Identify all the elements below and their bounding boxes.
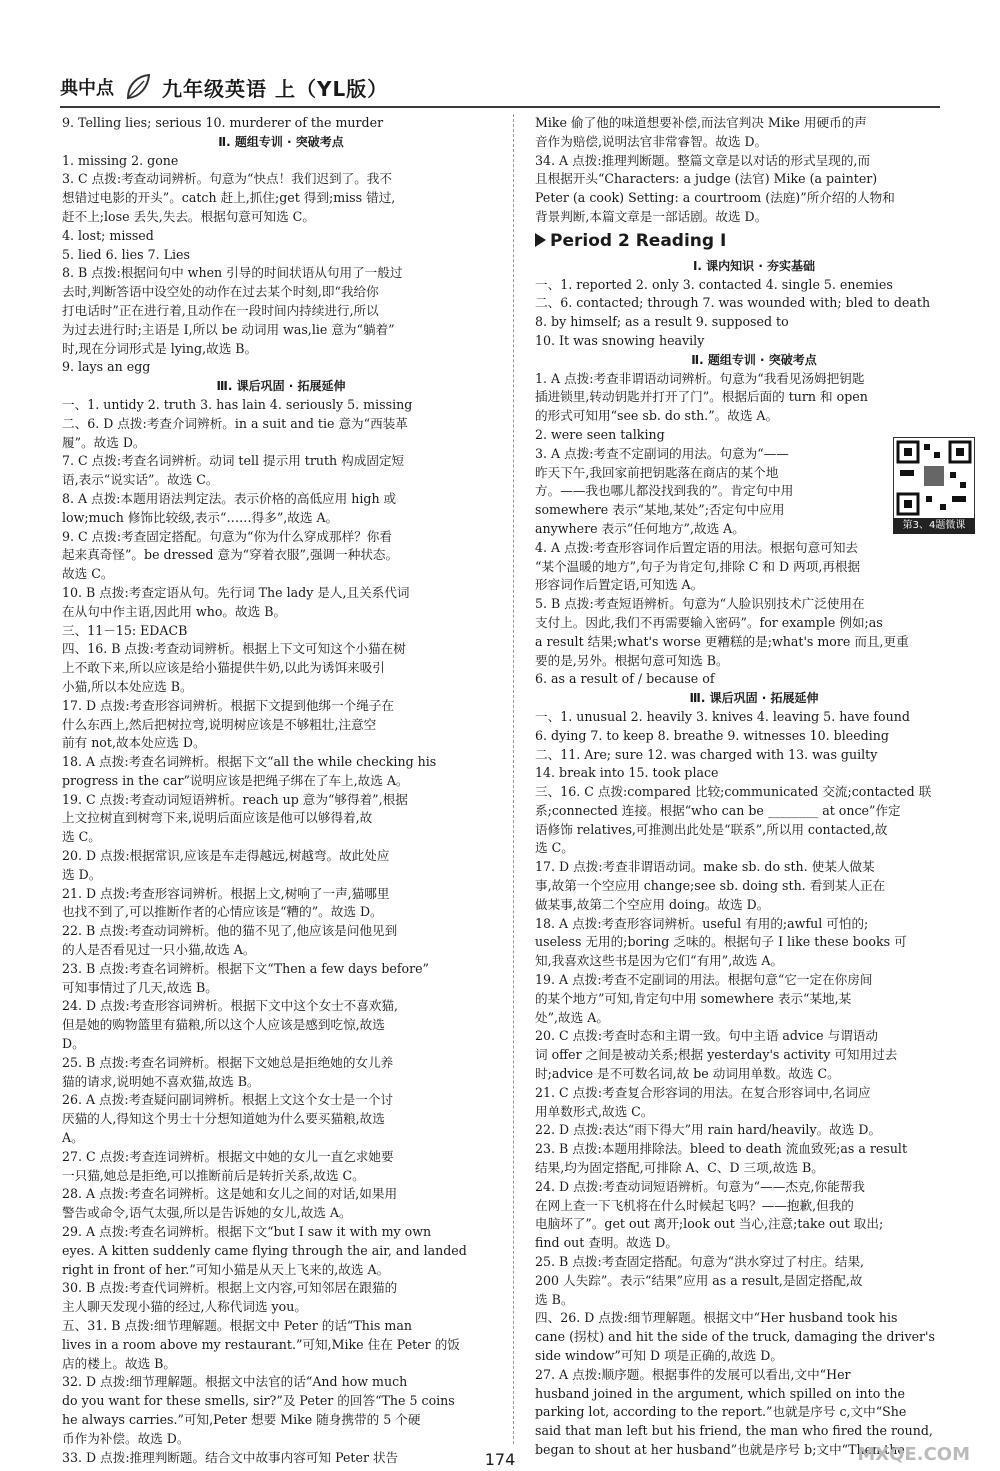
answer-line: 14. break into 15. took place — [535, 765, 719, 781]
answer-line: 200 人失踪”。表示“结果”应用 as a result,是固定搭配,故 — [535, 1272, 863, 1288]
answer-line: 用单数形式,故选 C。 — [535, 1103, 654, 1119]
answer-line: 29. A 点拨:考查名词辨析。根据下文“but I saw it with my own — [62, 1224, 432, 1240]
answer-line: 语,表示“说实话”。故选 C。 — [62, 472, 219, 488]
answer-line: 1. A 点拨:考查非谓语动词辨析。句意为“我看见汤姆把钥匙 — [535, 370, 865, 386]
answer-line: 10. It was snowing heavily — [535, 332, 705, 348]
answer-line: 6. dying 7. to keep 8. breathe 9. witnesses 10. bleeding — [535, 727, 889, 743]
answer-line: 起来真奇怪”。be dressed 意为“穿着衣服”,强调一种状态。 — [62, 547, 399, 563]
answer-line: 一、1. untidy 2. truth 3. has lain 4. seriously 5. missing — [62, 396, 413, 412]
answer-line: 33. D 点拨:推理判断题。结合文中故事内容可知 Peter 状告 — [62, 1449, 399, 1465]
answer-line: 28. A 点拨:考查名词辨析。这是她和女儿之间的对话,如果用 — [62, 1186, 398, 1202]
section-heading: Ⅱ. 题组专训 · 突破考点 — [218, 134, 344, 149]
answer-line: 4. lost; missed — [62, 227, 154, 243]
answer-line: “某个温暖的地方”,句子为肯定句,排除 C 和 D 两项,再根据 — [535, 558, 861, 574]
answer-line: 时;advice 是不可数名词,故 be 动词用单数。故选 C。 — [535, 1066, 840, 1082]
answer-line: 19. C 点拨:考查动词短语辨析。reach up 意为“够得着”,根据 — [62, 791, 408, 807]
section-heading: Ⅲ. 课后巩固 · 拓展延伸 — [689, 691, 819, 706]
answer-line: 1. missing 2. gone — [62, 152, 179, 168]
answer-line: 选 D。 — [62, 866, 102, 882]
answer-line: 18. A 点拨:考查形容词辨析。useful 有用的;awful 可怕的; — [535, 915, 869, 931]
answer-line: 时,现在分词形式是 lying,故选 B。 — [62, 340, 258, 356]
answer-line: 17. D 点拨:考查形容词辨析。根据下文提到他绑一个绳子在 — [62, 697, 395, 713]
answer-line: 的人是否看见过一只小猫,故选 A。 — [62, 942, 256, 958]
answer-line: low;much 修饰比较级,表示“……得多”,故选 A。 — [62, 509, 339, 525]
answer-line: do you want for these smells, sir?”及 Peter 的回答“The 5 coins — [62, 1393, 455, 1409]
answer-line: 赶不上;lose 丢失,失去。根据句意可知选 C。 — [62, 208, 315, 224]
answer-line: 结果,均为固定搭配,可排除 A、C、D 三项,故选 B。 — [535, 1160, 824, 1176]
column-divider — [513, 114, 514, 1444]
answer-line: 20. D 点拨:根据常识,应该是车走得越远,树越弯。故此处应 — [62, 848, 390, 864]
answer-line: 22. D 点拨:表达“雨下得大”用 rain hard/heavily。故选 D。 — [535, 1122, 882, 1138]
answer-line: 9. lays an egg — [62, 359, 151, 375]
answer-line: 7. C 点拨:考查名词辨析。动词 tell 提示用 truth 构成固定短 — [62, 453, 405, 469]
answer-line: 5. lied 6. lies 7. Lies — [62, 246, 190, 262]
answer-line: 音作为赔偿,说明法官非常睿智。故选 D。 — [535, 133, 768, 149]
answer-line: said that man left but his friend, the man who fired the round, — [535, 1423, 933, 1439]
answer-line: 4. A 点拨:考查形容词作后置定语的用法。根据句意可知去 — [535, 539, 859, 555]
answer-line: 方。——我也哪儿都没找到我的”。肯定句中用 — [535, 483, 794, 499]
answer-line: 27. A 点拨:顺序题。根据事件的发展可以看出,文中“Her — [535, 1366, 851, 1382]
answer-line: 厌猫的人,得知这个男士十分想知道她为什么要买猫粮,故选 — [62, 1111, 385, 1127]
answer-line: 的形式可知用“see sb. do sth.”。故选 A。 — [535, 408, 779, 424]
answer-line: 故选 C。 — [62, 566, 114, 582]
answer-line: 语修饰 relatives,可推测出此处是“联系”,所以用 contacted,故 — [535, 821, 888, 837]
answer-line: A。 — [62, 1130, 84, 1146]
answer-line: find out 查明。故选 D。 — [535, 1235, 678, 1251]
answer-line: 三、16. C 点拨:compared 比较;communicated 交流;contacted 联 — [535, 784, 932, 800]
answer-line: 知,我喜欢这些书是因为它们“有用”,故选 A。 — [535, 953, 784, 969]
answer-line: 想错过电影的开头”。catch 赶上,抓住;get 得到;miss 错过, — [62, 190, 396, 206]
answer-line: 电脑坏了”。get out 离开;look out 当心,注意;take out 取出; — [535, 1216, 884, 1232]
answer-line: 21. D 点拨:考查形容词辨析。根据上文,树响了一声,猫哪里 — [62, 885, 390, 901]
answer-line: 且根据开头“Characters: a judge (法官) Mike (a painter) — [535, 171, 878, 187]
answer-line: 27. C 点拨:考查连词辨析。根据文中她的女儿一直乞求她要 — [62, 1148, 394, 1164]
answer-line: 选 B。 — [535, 1291, 574, 1307]
answer-line: 26. A 点拨:考查疑问副词辨析。根据上文这个女士是一个讨 — [62, 1092, 394, 1108]
answer-line: Peter (a cook) Setting: a courtroom (法庭)”所介绍的人物和 — [535, 190, 895, 206]
answer-line: 要的是,另外。根据句意可知选 B。 — [535, 652, 729, 668]
left-column — [62, 114, 500, 1465]
answer-line: 处”,故选 A。 — [535, 1009, 609, 1025]
triangle-icon — [535, 233, 546, 247]
answer-line: 一只猫,她总是拒绝,可以推断前后是转折关系,故选 C。 — [62, 1167, 365, 1183]
watermark: MXQE.COM — [857, 1444, 970, 1465]
answer-line: 为过去进行时;主语是 I,所以 be 动词用 was,lie 意为“躺着” — [62, 321, 395, 337]
answer-line: 系;connected 连接。根据“who can be ________ at once”作定 — [535, 802, 901, 818]
period-heading: Period 2 Reading Ⅰ — [535, 229, 973, 253]
answer-line: 背景判断,本篇文章是一部话剧。故选 D。 — [535, 208, 768, 224]
answer-line: 25. B 点拨:考查名词辨析。根据下文她总是拒绝她的女儿养 — [62, 1054, 394, 1070]
answer-line: 币作为补偿。故选 D。 — [62, 1430, 190, 1446]
answer-line: 2. were seen talking — [535, 426, 665, 442]
answer-line: 一、1. unusual 2. heavily 3. knives 4. leaving 5. have found — [535, 708, 910, 724]
answer-line: 词 offer 之间是被动关系;根据 yesterday's activity 可知用过去 — [535, 1047, 898, 1063]
answer-line: 小猫,所以本处应选 B。 — [62, 678, 193, 694]
answer-line: 在从句中作主语,因此用 who。故选 B。 — [62, 603, 287, 619]
answer-line: right in front of her.”可知小猫是从天上飞来的,故选 A。 — [62, 1261, 390, 1277]
answer-line: 上不敢下来,所以应该是给小猫提供牛奶,以此为诱饵来吸引 — [62, 660, 385, 676]
answer-line: 三、11－15: EDACB — [62, 622, 188, 638]
answer-line: 21. C 点拨:考查复合形容词的用法。在复合形容词中,名词应 — [535, 1084, 871, 1100]
answer-line: 25. B 点拨:考查固定搭配。句意为“洪水穿过了村庄。结果, — [535, 1254, 865, 1270]
section-heading: Ⅱ. 题组专训 · 突破考点 — [691, 352, 817, 367]
answer-line: 17. D 点拨:考查非谓语动词。make sb. do sth. 使某人做某 — [535, 859, 875, 875]
qr-caption: 第3、4题微课 — [893, 518, 975, 534]
answer-line: side window”可知 D 项是正确的,故选 D。 — [535, 1348, 783, 1363]
leaf-logo-icon — [124, 72, 152, 102]
answer-line: 店的楼上。故选 B。 — [62, 1355, 177, 1371]
answer-line: he always carries.”可知,Peter 想要 Mike 随身携带的 5 个硬 — [62, 1411, 421, 1427]
answer-line: husband joined in the argument, which spilled on into the — [535, 1385, 905, 1401]
answer-line: 24. D 点拨:考查动词短语辨析。句意为“——杰克,你能帮我 — [535, 1178, 865, 1194]
page-header — [60, 70, 940, 104]
answer-line: 四、26. D 点拨:细节理解题。根据文中“Her husband took his — [535, 1310, 898, 1326]
answer-line: anywhere 表示“任何地方”,故选 A。 — [535, 520, 745, 536]
answer-line: 支付上。因此,我们不再需要输入密码”。for example 例如;as — [535, 614, 883, 630]
answer-line: 的某个地方”可知,肯定句中用 somewhere 表示“某地,某 — [535, 990, 852, 1006]
page-number: 174 — [484, 1450, 516, 1469]
answer-line: 23. B 点拨:考查名词辨析。根据下文“Then a few days before” — [62, 960, 429, 976]
answer-line: 32. D 点拨:细节理解题。根据文中法官的话“And how much — [62, 1374, 408, 1390]
header-divider — [60, 106, 940, 108]
answer-line: 五、31. B 点拨:细节理解题。根据文中 Peter 的话“This man — [62, 1318, 412, 1333]
answer-line: 8. B 点拨:根据问句中 when 引导的时间状语从句用了一般过 — [62, 265, 403, 281]
answer-line: 猫的请求,说明她不喜欢猫,故选 B。 — [62, 1073, 260, 1089]
answer-line: 事,故第一个空应用 change;see sb. doing sth. 看到某人正在 — [535, 878, 886, 894]
answer-line: Mike 偷了他的味道想要补偿,而法官判决 Mike 用硬币的声 — [535, 115, 867, 130]
book-title: 九年级英语 上（YL版） — [162, 76, 389, 101]
answer-line: 二、6. D 点拨:考查介词辨析。in a suit and tie 意为“西装革 — [62, 415, 408, 431]
answer-line: 30. B 点拨:考查代词辨析。根据上文内容,可知邻居在跟猫的 — [62, 1280, 398, 1296]
answer-line: 二、11. Are; sure 12. was charged with 13. was guilty — [535, 746, 878, 762]
answer-line: a result 结果;what's worse 更糟糕的是;what's more 而且,更重 — [535, 633, 909, 649]
answer-line: 3. A 点拨:考查不定副词的用法。句意为“—— — [535, 445, 789, 461]
answer-line: 5. B 点拨:考查短语辨析。句意为“人脸识别技术广泛使用在 — [535, 596, 865, 612]
answer-line: 昨天下午,我回家前把钥匙落在商店的某个地 — [535, 464, 779, 480]
answer-line: 3. C 点拨:考查动词辨析。句意为“快点！我们迟到了。我不 — [62, 171, 392, 187]
answer-line: 打电话时”正在进行着,且动作在一段时间内持续进行,所以 — [62, 302, 379, 318]
answer-line: 34. A 点拨:推理判断题。整篇文章是以对话的形式呈现的,而 — [535, 152, 871, 168]
answer-line: 履”。故选 D。 — [62, 434, 146, 450]
answer-line: began to shout at her husband”也就是序号 b;文中“Then the — [535, 1441, 905, 1457]
answer-line: eyes. A kitten suddenly came flying through the air, and landed — [62, 1242, 467, 1258]
answer-line: 9. C 点拨:考查固定搭配。句意为“你为什么穿成那样？你看 — [62, 528, 392, 544]
answer-line: cane (拐杖) and hit the side of the truck, damaging the driver's — [535, 1329, 935, 1345]
answer-line: 四、16. B 点拨:考查动词辨析。根据上下文可知这个小猫在树 — [62, 641, 406, 657]
answer-line: 23. B 点拨:本题用排除法。bleed to death 流血致死;as a result — [535, 1141, 908, 1157]
answer-line: 22. B 点拨:考查动词辨析。他的猫不见了,他应该是问他见到 — [62, 923, 398, 939]
answer-line: 二、6. contacted; through 7. was wounded with; bled to death — [535, 295, 931, 311]
answer-line: 一、1. reported 2. only 3. contacted 4. single 5. enemies — [535, 276, 893, 292]
answer-line: 24. D 点拨:考查形容词辨析。根据下文中这个女士不喜欢猫, — [62, 998, 399, 1014]
answer-line: useless 无用的;boring 乏味的。根据句子 I like these books 可 — [535, 934, 907, 950]
section-heading: Ⅰ. 课内知识 · 夯实基础 — [692, 258, 816, 273]
qr-code-icon — [894, 438, 974, 518]
answer-line: 前有 not,故本处应选 D。 — [62, 735, 206, 751]
answer-line: 选 C。 — [535, 840, 574, 856]
answer-line: D。 — [62, 1036, 85, 1052]
answer-line: 去时,判断答语中设空处的动作在过去某个时刻,即“我给你 — [62, 284, 379, 300]
answer-line: 19. A 点拨:考查不定副词的用法。根据句意“它一定在你房间 — [535, 972, 873, 988]
answer-line: 形容词作后置定语,可知选 A。 — [535, 577, 704, 593]
answer-line: 9. Telling lies; serious 10. murderer of the murder — [62, 115, 384, 130]
answer-line: 主人聊天发现小猫的经过,人称代词选 you。 — [62, 1299, 307, 1315]
answer-line: 做某事,故第二个空应用 doing。故选 D。 — [535, 896, 770, 912]
answer-line: 但是她的购物篮里有猫粮,所以这个人应该是感到吃惊,故选 — [62, 1017, 385, 1033]
answer-line: 警告或命令,语气太强,所以是告诉她的女儿,故选 A。 — [62, 1205, 352, 1221]
answer-line: 也找不到了,可以推断作者的心情应该是“糟的”。故选 D。 — [62, 904, 383, 920]
answer-line: 什么东西上,然后把树拉弯,说明树应该是不够粗壮,注意空 — [62, 716, 377, 732]
answer-line: somewhere 表示“某地,某处”;否定句中应用 — [535, 502, 785, 518]
answer-line: lives in a room above my restaurant.”可知,Mike 住在 Peter 的饭 — [62, 1336, 460, 1352]
answer-line: progress in the car”说明应该是把绳子绑在了车上,故选 A。 — [62, 772, 409, 788]
section-heading: Ⅲ. 课后巩固 · 拓展延伸 — [216, 379, 346, 394]
brand-logo: 典中点 — [60, 78, 114, 99]
answer-line: 上文拉树直到树弯下来,说明后面应该是他可以够得着,故 — [62, 810, 373, 826]
answer-line: 6. as a result of / because of — [535, 671, 715, 687]
answer-line: 20. C 点拨:考查时态和主谓一致。句中主语 advice 与谓语动 — [535, 1028, 879, 1044]
answer-line: 插进锁里,转动钥匙并打开了门”。根据后面的 turn 和 open — [535, 389, 868, 405]
answer-line: parking lot, according to the report.”也就是序号 c,文中“She — [535, 1404, 907, 1420]
answer-line: 18. A 点拨:考查名词辨析。根据下文“all the while checking his — [62, 754, 437, 770]
answer-line: 8. A 点拨:本题用语法判定法。表示价格的高低应用 high 或 — [62, 490, 397, 506]
answer-line: 在网上查一下飞机将在什么时候起飞吗？——抱歉,但我的 — [535, 1197, 854, 1213]
answer-line: 选 C。 — [62, 829, 101, 845]
answer-line: 8. by himself; as a result 9. supposed to — [535, 314, 789, 330]
answer-line: 可知事情过了几天,故选 B。 — [62, 979, 218, 995]
qr-code[interactable] — [893, 437, 975, 519]
answer-line: 10. B 点拨:考查定语从句。先行词 The lady 是人,且关系代词 — [62, 584, 410, 600]
